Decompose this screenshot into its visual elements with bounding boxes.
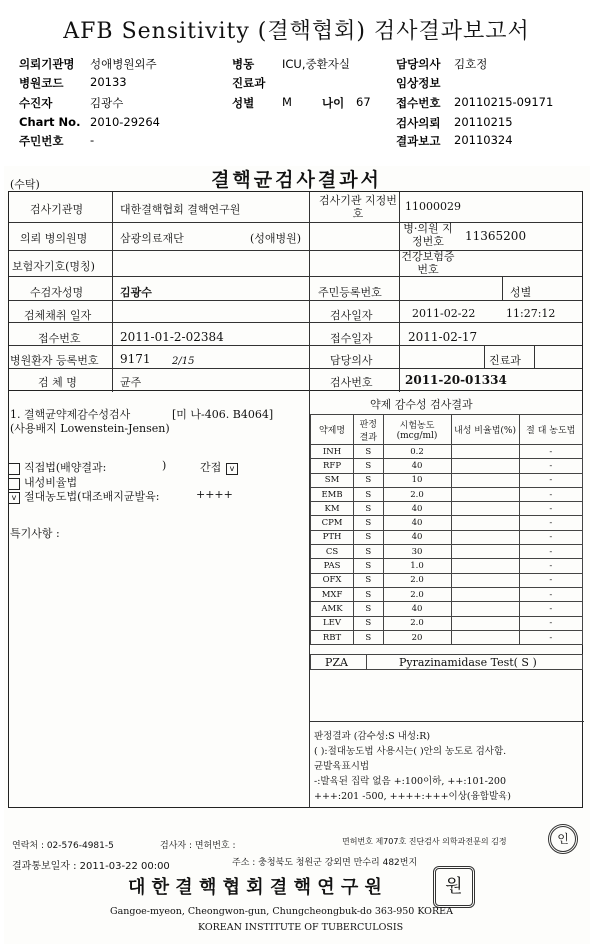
sens-row xyxy=(311,516,583,530)
sens-cell: 2.0 xyxy=(383,616,451,630)
sens-cell: S xyxy=(354,487,383,501)
absolute-label: 절대농도법(대조배지균발육: xyxy=(24,490,160,503)
sens-cell: S xyxy=(354,530,383,544)
sens-row xyxy=(311,602,583,616)
patient: 김광수 xyxy=(90,96,124,110)
footer-addr: 주소 : 충청북도 청원군 강외면 만수리 482번지 xyxy=(232,858,418,868)
absolute-checkbox[interactable] xyxy=(8,487,20,506)
org: 대한결핵협회 결핵연구원 xyxy=(120,203,241,216)
hosp-label: 의뢰 병의원명 xyxy=(20,232,88,245)
ward: ICU,중환자실 xyxy=(282,57,350,71)
sens-header-cell: 약제명 xyxy=(311,415,354,445)
hosp-sub: (성애병원) xyxy=(250,232,302,245)
sex-field-label: 성별 xyxy=(510,286,532,299)
sensitivity-table xyxy=(310,414,583,645)
sens-cell: - xyxy=(519,445,582,459)
hosp-code: 20133 xyxy=(90,75,127,89)
sens-cell: INH xyxy=(311,445,354,459)
rrn: - xyxy=(90,133,95,147)
req-org: 성애병원외주 xyxy=(90,57,157,71)
sens-cell: 20 xyxy=(383,630,451,644)
sens-cell: S xyxy=(354,445,383,459)
sens-cell: S xyxy=(354,573,383,587)
spec: 균주 xyxy=(120,376,142,389)
legend-line: ( ):절대농도법 사용시는( )안의 농도로 검사함. xyxy=(314,746,507,757)
req-date: 20110215 xyxy=(454,115,513,129)
sens-cell: S xyxy=(354,602,383,616)
sens-cell: 2.0 xyxy=(383,573,451,587)
footer-tester: 검사자 : 면허번호 : xyxy=(160,841,236,851)
collect-label: 검체채취 일자 xyxy=(24,309,92,322)
doc-field-label: 담당의사 xyxy=(330,354,373,367)
hosp-code-label: 병원코드 xyxy=(19,76,64,90)
sens-cell: LEV xyxy=(311,616,354,630)
doc-title: 결핵균검사결과서 xyxy=(211,169,382,191)
test-no-label: 검사번호 xyxy=(330,376,373,389)
legend-line: 판정결과 (감수성:S 내성:R) xyxy=(314,731,431,742)
sex: M xyxy=(282,95,292,109)
sens-cell: 40 xyxy=(383,502,451,516)
growth: ++++ xyxy=(196,488,233,501)
sens-cell: MXF xyxy=(311,587,354,601)
indirect-mark: v xyxy=(226,463,238,475)
sens-cell xyxy=(451,502,519,516)
sens-cell: S xyxy=(354,473,383,487)
indirect-label: 간접 xyxy=(200,461,222,474)
direct-close: ) xyxy=(162,459,167,472)
sens-row xyxy=(311,616,583,630)
section-title: 1. 결핵균약제감수성검사 xyxy=(10,408,131,421)
sens-row xyxy=(311,573,583,587)
sens-cell: OFX xyxy=(311,573,354,587)
sens-cell xyxy=(451,445,519,459)
recv-no: 2011-01-2-02384 xyxy=(120,330,224,344)
absolute-mark: v xyxy=(8,492,20,504)
recv-date: 2011-02-17 xyxy=(408,330,478,344)
test-no: 2011-20-01334 xyxy=(405,373,507,387)
report-date-label: 결과보고 xyxy=(396,134,441,148)
legend-line: +++:201 -500, ++++:+++이상(융합발육) xyxy=(314,791,512,802)
ward-label: 병동 xyxy=(232,57,255,71)
legend-line: 균발육표시법 xyxy=(314,761,370,772)
report-title: AFB Sensitivity (결핵협회) 검사결과보고서 xyxy=(63,19,530,44)
sens-cell xyxy=(451,545,519,559)
reg-label: 병원환자 등록번호 xyxy=(10,354,99,367)
sens-cell: CPM xyxy=(311,516,354,530)
test-time: 11:27:12 xyxy=(506,307,556,320)
sens-cell: 1.0 xyxy=(383,559,451,573)
test-code: [미 나-406. B4064] xyxy=(172,408,274,421)
sens-row xyxy=(311,530,583,544)
pza-row xyxy=(310,654,583,670)
sens-row xyxy=(311,587,583,601)
sens-cell: 2.0 xyxy=(383,487,451,501)
sens-cell: - xyxy=(519,573,582,587)
remarks-label: 특기사항 : xyxy=(10,527,60,540)
sens-cell: 0.2 xyxy=(383,445,451,459)
sens-row xyxy=(311,630,583,644)
recv-no-label: 접수번호 xyxy=(38,332,81,345)
sens-cell xyxy=(451,530,519,544)
sens-cell: KM xyxy=(311,502,354,516)
sens-cell: - xyxy=(519,545,582,559)
sens-cell: AMK xyxy=(311,602,354,616)
sens-cell: S xyxy=(354,459,383,473)
sens-row xyxy=(311,487,583,501)
dept-label: 진료과 xyxy=(232,76,266,90)
sens-row xyxy=(311,502,583,516)
sens-row xyxy=(311,473,583,487)
recv-date-label: 접수일자 xyxy=(330,332,373,345)
sens-cell xyxy=(451,573,519,587)
sens-header-cell: 판정 결과 xyxy=(354,415,383,445)
age-label: 나이 xyxy=(322,96,345,110)
chart-label: Chart No. xyxy=(19,115,81,129)
sens-cell: 40 xyxy=(383,459,451,473)
medium: (사용배지 Lowenstein-Jensen) xyxy=(10,422,170,435)
sens-cell: - xyxy=(519,602,582,616)
report-date: 20110324 xyxy=(454,133,513,147)
sens-header-cell: 내성 비율법(%) xyxy=(451,415,519,445)
pza-label: PZA xyxy=(325,656,348,669)
doctor-label: 담당의사 xyxy=(396,57,441,71)
sens-cell xyxy=(451,616,519,630)
sens-cell: EMB xyxy=(311,487,354,501)
footer-license: 면허번호 제707호 진단검사 의학과전문의 김정 xyxy=(342,837,507,846)
doctor-seal: 인 xyxy=(548,824,578,854)
rrn-field-label: 주민등록번호 xyxy=(318,286,382,299)
test-date-label: 검사일자 xyxy=(330,309,373,322)
sens-cell: 2.0 xyxy=(383,587,451,601)
sens-cell: SM xyxy=(311,473,354,487)
sens-cell: S xyxy=(354,616,383,630)
sens-header-cell: 시험농도 (mcg/ml) xyxy=(383,415,451,445)
reg-handwritten-note: 2/15 xyxy=(172,356,195,367)
hosp-no: 11365200 xyxy=(465,229,527,243)
sens-cell: 10 xyxy=(383,473,451,487)
sens-cell: S xyxy=(354,545,383,559)
name: 김광수 xyxy=(120,286,152,299)
sens-cell: RBT xyxy=(311,630,354,644)
institute-name: 대 한 결 핵 협 회 결 핵 연 구 원 xyxy=(128,877,382,898)
institute-en: KOREAN INSTITUTE OF TUBERCULOSIS xyxy=(198,922,404,933)
institute-seal: 원 xyxy=(433,866,475,908)
name-label: 수검자성명 xyxy=(30,286,84,299)
address-en: Gangoe-myeon, Cheongwon-gun, Chungcheongbuk-do 363-950 KOREA xyxy=(110,906,453,917)
chart-no: 2010-29264 xyxy=(90,115,160,129)
sens-cell: S xyxy=(354,516,383,530)
legend-line: -:발육된 집락 없음 +:100이하, ++:101-200 xyxy=(314,776,506,787)
sens-cell: - xyxy=(519,487,582,501)
sens-cell: - xyxy=(519,559,582,573)
sens-cell: - xyxy=(519,502,582,516)
org-no: 11000029 xyxy=(405,200,461,213)
age: 67 xyxy=(356,95,371,109)
dept-field-label: 진료과 xyxy=(489,354,521,367)
sens-cell: S xyxy=(354,587,383,601)
indirect-checkbox[interactable] xyxy=(226,458,238,477)
sens-cell: S xyxy=(354,502,383,516)
sens-cell: - xyxy=(519,616,582,630)
pza-value: Pyrazinamidase Test( S ) xyxy=(399,656,537,669)
sens-row xyxy=(311,545,583,559)
footer-tel: 연락처 : 02-576-4981-5 xyxy=(12,841,114,851)
patient-label: 수진자 xyxy=(19,96,53,110)
clinical-label: 임상정보 xyxy=(396,76,441,90)
sens-cell: PTH xyxy=(311,530,354,544)
reception: 20110215-09171 xyxy=(454,95,554,109)
sens-cell xyxy=(451,630,519,644)
org-no-label: 검사기관 지정번호 xyxy=(319,194,397,220)
req-org-label: 의뢰기관명 xyxy=(19,57,75,71)
hosp-no-label: 병·의원 지정번호 xyxy=(403,222,453,248)
sens-cell: - xyxy=(519,516,582,530)
sens-cell xyxy=(451,602,519,616)
reception-label: 접수번호 xyxy=(396,96,441,110)
sens-cell: - xyxy=(519,459,582,473)
req-date-label: 검사의뢰 xyxy=(396,116,441,130)
sens-row xyxy=(311,459,583,473)
sens-cell xyxy=(451,587,519,601)
sens-cell: - xyxy=(519,530,582,544)
sens-cell: - xyxy=(519,473,582,487)
sens-cell: - xyxy=(519,630,582,644)
sens-cell xyxy=(451,459,519,473)
ratio-label: 내성비율법 xyxy=(24,476,78,489)
footer-date: 결과통보일자 : 2011-03-22 00:00 xyxy=(12,861,170,872)
sens-cell xyxy=(451,487,519,501)
sens-cell: S xyxy=(354,630,383,644)
rrn-label: 주민번호 xyxy=(19,134,64,148)
sens-cell: CS xyxy=(311,545,354,559)
org-label: 검사기관명 xyxy=(30,203,84,216)
doctor: 김호정 xyxy=(454,57,488,71)
test-date: 2011-02-22 xyxy=(412,307,476,320)
reg: 9171 xyxy=(120,352,151,366)
ins-no-label: 건강보험증 번호 xyxy=(401,250,455,276)
sens-cell: - xyxy=(519,587,582,601)
sens-row xyxy=(311,559,583,573)
sens-title: 약제 감수성 검사결과 xyxy=(370,398,473,411)
sens-cell: 40 xyxy=(383,516,451,530)
ins-label: 보험자기호(명칭) xyxy=(12,260,95,273)
sens-cell: 30 xyxy=(383,545,451,559)
sex-label: 성별 xyxy=(232,96,255,110)
direct-label: 직접법(배양결과: xyxy=(24,461,107,474)
spec-label: 검 체 명 xyxy=(38,376,77,389)
receipt-type: (수탁) xyxy=(10,178,40,191)
sens-cell xyxy=(451,516,519,530)
hosp: 삼광의료재단 xyxy=(120,232,184,245)
sens-cell xyxy=(451,473,519,487)
sens-row xyxy=(311,445,583,459)
sens-cell xyxy=(451,559,519,573)
sens-cell: RFP xyxy=(311,459,354,473)
sens-cell: S xyxy=(354,559,383,573)
sens-cell: PAS xyxy=(311,559,354,573)
sens-cell: 40 xyxy=(383,530,451,544)
sens-cell: 40 xyxy=(383,602,451,616)
sens-header-cell: 절 대 농도법 xyxy=(519,415,582,445)
sens-header-row xyxy=(311,415,583,445)
